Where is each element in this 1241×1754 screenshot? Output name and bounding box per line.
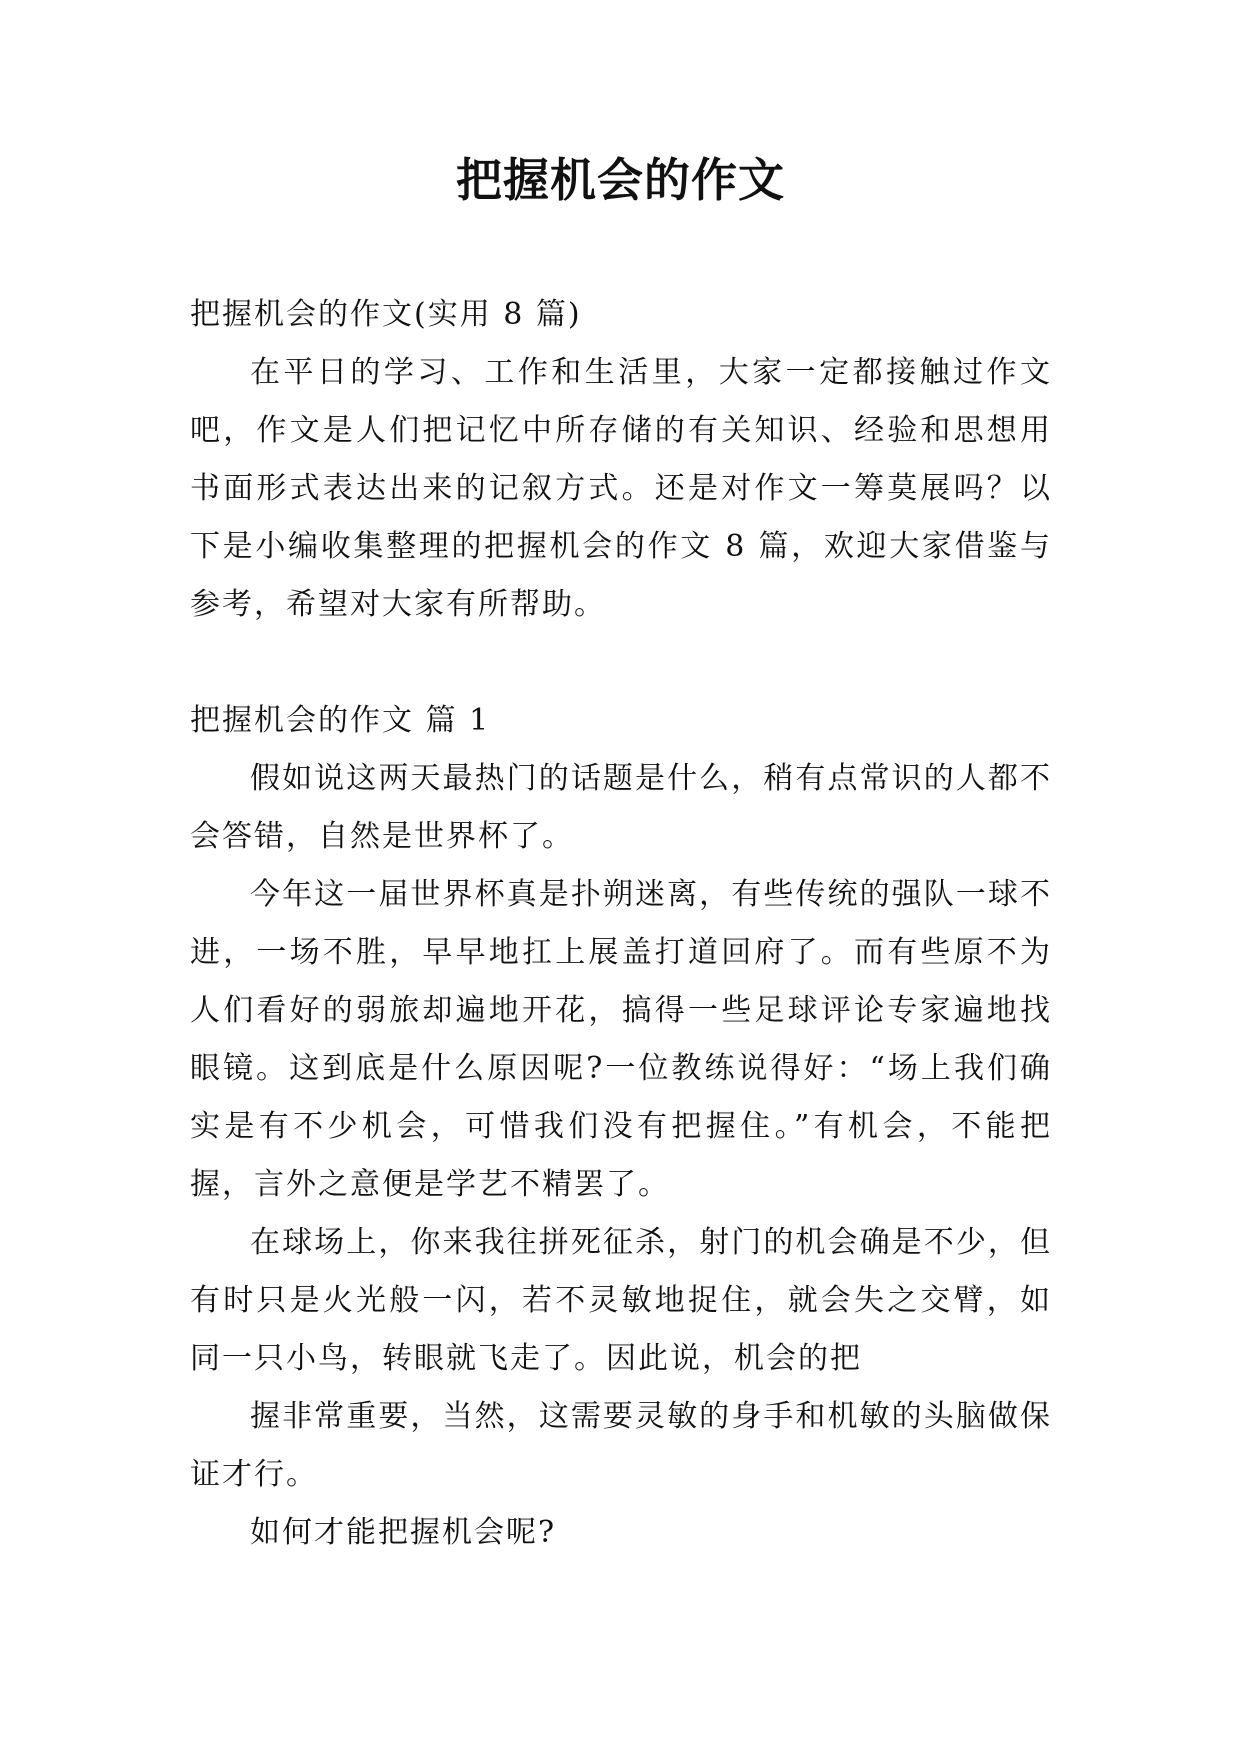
body-paragraph: 在球场上，你来我往拼死征杀，射门的机会确是不少，但有时只是火光般一闪，若不灵敏地捉住，就会失之交臂，如同一只小鸟，转眼就飞走了。因此说，机会的把 bbox=[190, 1225, 1052, 1376]
section-gap bbox=[190, 634, 1052, 692]
body-paragraph: 握非常重要，当然，这需要灵敏的身手和机敏的头脑做保证才行。 bbox=[190, 1399, 1052, 1492]
document-title: 把握机会的作文 bbox=[456, 153, 785, 207]
body-paragraph: 今年这一届世界杯真是扑朔迷离，有些传统的强队一球不进，一场不胜，早早地扛上展盖打道回府了。而有些原不为人们看好的弱旅却遍地开花，搞得一些足球评论专家遍地找眼镜。这到底是什么原因呢?一位教练说得好：“场上我们确实是有不少机会，可惜我们没有把握住。”有机会，不能把握，言外之意便是学艺不精罢了。 bbox=[190, 877, 1052, 1202]
intro-paragraph: 在平日的学习、工作和生活里，大家一定都接触过作文吧，作文是人们把记忆中所存储的有关知识、经验和思想用书面形式表达出来的记叙方式。还是对作文一筹莫展吗？以下是小编收集整理的把握机会的作文 8 篇，欢迎大家借鉴与参考，希望对大家有所帮助。 bbox=[190, 355, 1052, 622]
document-body bbox=[190, 286, 1052, 1562]
body-paragraph: 如何才能把握机会呢? bbox=[250, 1515, 557, 1550]
document-subtitle: 把握机会的作文(实用 8 篇) bbox=[190, 297, 582, 332]
section-heading: 把握机会的作文 篇 1 bbox=[190, 703, 491, 738]
body-paragraph: 假如说这两天最热门的话题是什么，稍有点常识的人都不会答错，自然是世界杯了。 bbox=[190, 761, 1052, 854]
